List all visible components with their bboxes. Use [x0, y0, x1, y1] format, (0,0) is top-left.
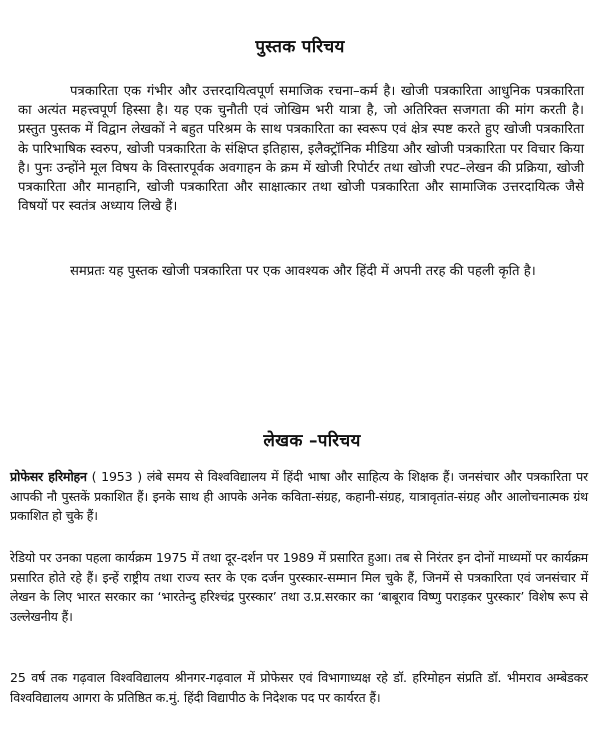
book-intro-heading: पुस्तक परिचय: [255, 37, 345, 57]
book-intro-paragraph-2: [18, 262, 584, 281]
author-name: प्रोफेसर हरिमोहन: [10, 469, 87, 484]
author-intro-text-3: 25 वर्ष तक गढ़वाल विश्वविद्यालय श्रीनगर-गढ़वाल में प्रोफेसर एवं विभागाध्यक्ष रहे डॉ. हरिमोहन संप्रति डॉ. भीमराव अम्बेडकर विश्वविद्यालय आगरा के प्रतिष्ठित क.मुं. हिंदी विद्यापीठ के निदेशक पद पर कार्यरत हैं।: [10, 670, 588, 705]
author-intro-paragraph-2: [10, 548, 588, 626]
author-intro-body-1: लंबे समय से विश्वविद्यालय में हिंदी भाषा और साहित्य के शिक्षक हैं। जनसंचार और पत्रकारिता पर आपकी नौ पुस्तकें प्रकाशित हैं। इनके साथ ही आपके अनेक कविता-संग्रह, कहानी-संग्रह, यात्रावृतांत-संग्रह और आलोचनात्मक ग्रंथ प्रकाशित हो चुके हैं।: [10, 469, 588, 523]
author-intro-text-2: रेडियो पर उनका पहला कार्यक्रम 1975 में तथा दूर-दर्शन पर 1989 में प्रसारित हुआ। तब से निरंतर इन दोनों माध्यमों पर कार्यक्रम प्रसारित होते रहे हैं। इन्हें राष्ट्रीय तथा राज्य स्तर के एक दर्जन पुरस्कार-सम्मान मिल चुके हैं, जिनमें से पत्रकारिता एवं जनसंचार में लेखन के लिए भारत सरकार का ‘भारतेन्दु हरिश्चंद्र पुरस्कार’ तथा उ.प्र.सरकार का ‘बाबूराव विष्णु पराड़कर पुरस्कार’ विशेष रूप से उल्लेखनीय हैं।: [10, 550, 588, 624]
book-intro-text-2: समप्रतः यह पुस्तक खोजी पत्रकारिता पर एक आवश्यक और हिंदी में अपनी तरह की पहली कृति है।: [70, 264, 536, 279]
book-intro-paragraph-1: [18, 82, 584, 216]
author-intro-paragraph-1: [10, 467, 588, 526]
author-birth-year: ( 1953 ): [91, 469, 142, 484]
author-intro-paragraph-3: [10, 668, 588, 707]
book-intro-text-1: पत्रकारिता एक गंभीर और उत्तरदायित्वपूर्ण समाजिक रचना–कर्म है। खोजी पत्रकारिता आधुनिक पत्रकारिता का अत्यंत महत्त्वपूर्ण हिस्सा है। यह एक चुनौती एवं जोखिम भरी यात्रा है, जो अतिरिक्त सजगता की मांग करती है। प्रस्तुत पुस्तक में विद्वान लेखकों ने बहुत परिश्रम के साथ पत्रकारिता का स्वरूप एवं क्षेत्र स्पष्ट करते हुए खोजी पत्रकारिता के पारिभाषिक स्वरुप, खोजी पत्रकारिता के संक्षिप्त इतिहास, इलैक्ट्रॉनिक मीडिया और खोजी पत्रकारिता पर विचार किया है। पुनः उन्होंने मूल विषय के विस्तारपूर्वक अवगाहन के क्रम में खोजी रिपोर्टर तथा खोजी रपट–लेखन की प्रक्रिया, खोजी पत्रकारिता और मानहानि, खोजी पत्रकारिता और साक्षात्कार तथा खोजी पत्रकारिता और सामाजिक उत्तरदायित्क जैसे विषयों पर स्वतंत्र अध्याय लिखे हैं।: [18, 84, 584, 215]
author-intro-text-1: [10, 467, 588, 526]
author-intro-heading: लेखक –परिचय: [263, 431, 361, 451]
